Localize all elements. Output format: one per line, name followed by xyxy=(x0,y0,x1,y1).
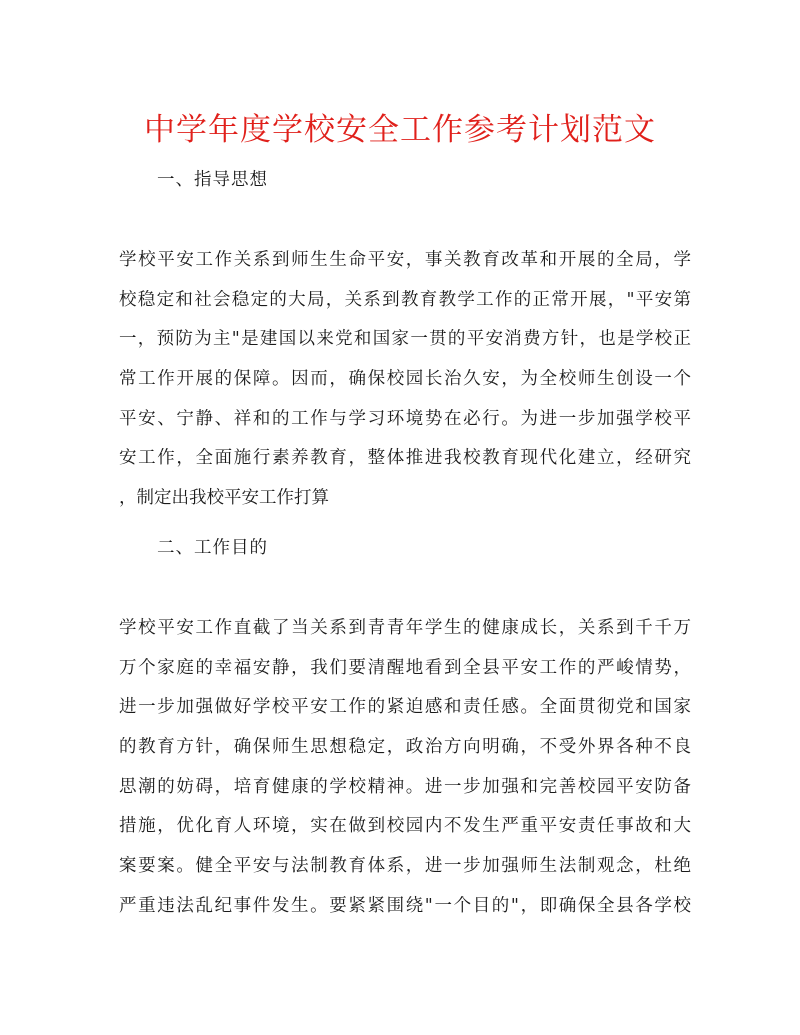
paragraph-line: 平安、宁静、祥和的工作与学习环境势在必行。为进一步加强学校平 xyxy=(119,408,691,429)
paragraph-line: 学校平安工作直截了当关系到青青年学生的健康成长，关系到千千万 xyxy=(119,618,691,638)
paragraph-line: 的教育方针，确保师生思想稳定，政治方向明确，不受外界各种不良 xyxy=(119,737,691,758)
section-heading-work-goals: 二、工作目的 xyxy=(157,538,268,558)
paragraph-line: 案要案。健全平安与法制教育体系，进一步加强师生法制观念，杜绝 xyxy=(119,856,691,877)
paragraph-line: 一，预防为主"是建国以来党和国家一贯的平安消费方针，也是学校正 xyxy=(119,329,691,350)
paragraph-line: 校稳定和社会稳定的大局，关系到教育教学工作的正常开展，"平安第 xyxy=(119,289,691,310)
paragraph-line: 学校平安工作关系到师生生命平安，事关教育改革和开展的全局，学 xyxy=(119,250,691,270)
paragraph-line: 安工作，全面施行素养教育，整体推进我校教育现代化建立，经研究 xyxy=(119,448,691,469)
paragraph-line: 思潮的妨碍，培育健康的学校精神。进一步加强和完善校园平安防备 xyxy=(119,776,691,797)
paragraph-line: ，制定出我校平安工作打算 xyxy=(119,488,329,509)
section-paragraph-guiding-ideology xyxy=(119,241,691,519)
paragraph-line: 严重违法乱纪事件发生。要紧紧围绕"一个目的"，即确保全县各学校 xyxy=(119,895,691,916)
section-paragraph-work-goals xyxy=(119,609,691,927)
paragraph-line: 进一步加强做好学校平安工作的紧迫感和责任感。全面贯彻党和国家 xyxy=(119,697,691,718)
section-heading-guiding-ideology: 一、指导思想 xyxy=(157,170,268,190)
paragraph-line: 常工作开展的保障。因而，确保校园长治久安，为全校师生创设一个 xyxy=(119,369,691,390)
paragraph-line: 措施，优化育人环境，实在做到校园内不发生严重平安责任事故和大 xyxy=(119,816,691,837)
paragraph-line: 万个家庭的幸福安静，我们要清醒地看到全县平安工作的严峻情势， xyxy=(119,657,691,678)
document-title: 中学年度学校安全工作参考计划范文 xyxy=(144,112,656,148)
